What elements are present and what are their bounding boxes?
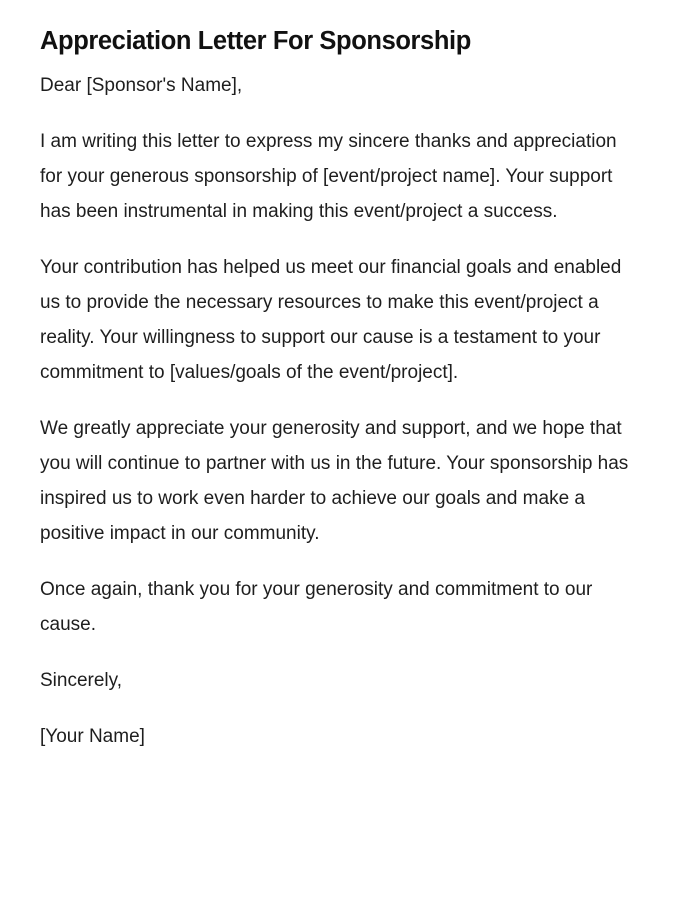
closing: Sincerely,	[40, 670, 123, 691]
body-paragraph-3: We greatly appreciate your generosity and support, and we hope that you will continue to partner with us in the future. Your sponsorship has inspired us to work even harder to achieve our goals and make a positive impact in our community.	[40, 418, 629, 544]
letter-title: Appreciation Letter For Sponsorship	[40, 27, 471, 55]
body-paragraph-1: I am writing this letter to express my sincere thanks and appreciation for your generous sponsorship of [event/project name]. Your support has been instrumental in making this event/project a success.	[40, 131, 617, 222]
body-paragraph-4: Once again, thank you for your generosity and commitment to our cause.	[40, 579, 593, 635]
signature: [Your Name]	[40, 726, 145, 747]
body-paragraph-2: Your contribution has helped us meet our financial goals and enabled us to provide the necessary resources to make this event/project a reality. Your willingness to support our cause is a testament to your commitment to [values/goals of the event/project].	[40, 257, 622, 383]
salutation: Dear [Sponsor's Name],	[40, 75, 243, 96]
letter-document	[40, 22, 640, 775]
